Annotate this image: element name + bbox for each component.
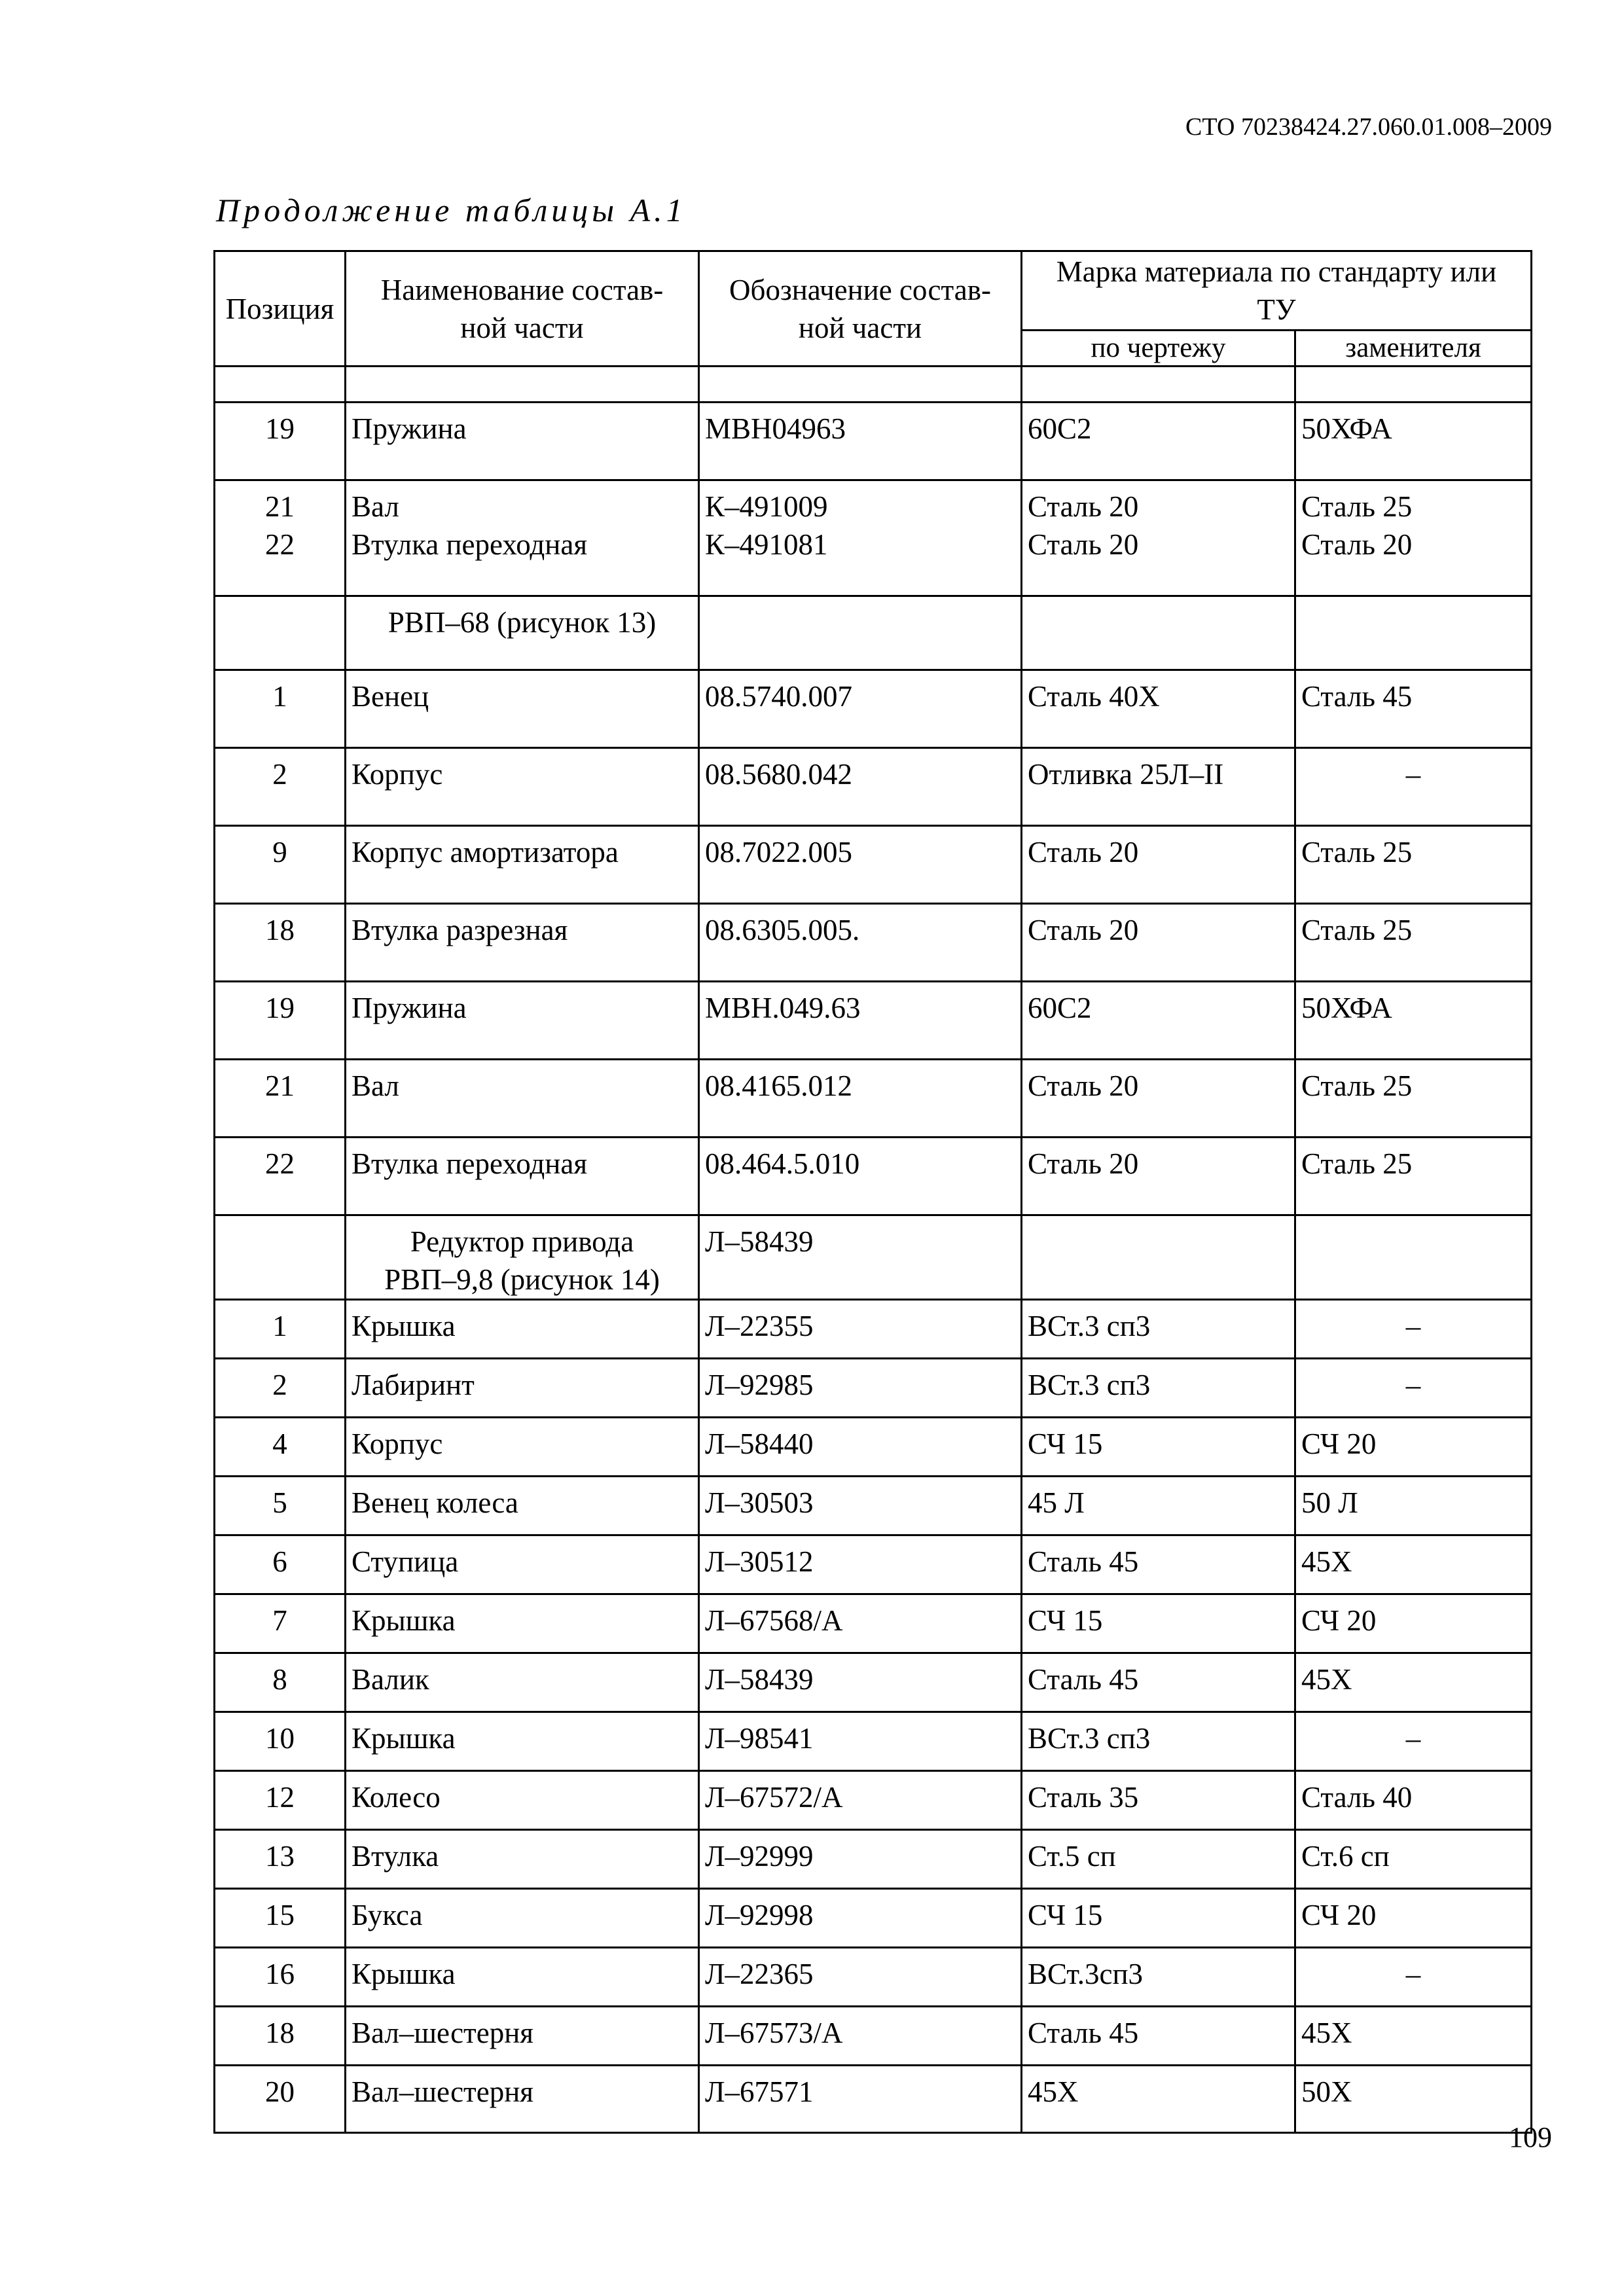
substitute-cell: СЧ 20 [1295,1418,1532,1477]
position-cell: 4 [215,1418,346,1477]
material-cell: Сталь 45 [1022,1653,1295,1712]
table-row [215,1653,1532,1712]
substitute-cell: Сталь 40 [1295,1771,1532,1830]
material-cell: СЧ 15 [1022,1889,1295,1948]
substitute-cell: Сталь 25 [1295,1060,1532,1138]
designation-cell: МВН04963 [699,403,1022,480]
table-row [215,2007,1532,2066]
name-cell: Лабиринт [346,1359,699,1418]
position-cell: 18 [215,2007,346,2066]
table-row [215,1771,1532,1830]
empty-cell [1022,367,1295,403]
material-cell: ВСт.3сп3 [1022,1948,1295,2007]
material-cell: Ст.5 сп [1022,1830,1295,1889]
section-title: Редуктор привода РВП–9,8 (рисунок 14) [346,1215,699,1300]
name-cell: Втулка переходная [346,1138,699,1215]
designation-cell [699,596,1022,670]
position-cell: 22 [215,1138,346,1215]
empty-cell [1022,596,1295,670]
substitute-cell: – [1295,1948,1532,2007]
material-cell: СЧ 15 [1022,1594,1295,1653]
empty-cell [1022,1215,1295,1300]
position-cell: 16 [215,1948,346,2007]
position-cell: 21 [215,1060,346,1138]
table-row [215,670,1532,748]
name-cell: Втулка разрезная [346,904,699,982]
substitute-cell: СЧ 20 [1295,1889,1532,1948]
header-substitute: заменителя [1295,331,1532,367]
name-cell: Крышка [346,1948,699,2007]
substitute-cell: Ст.6 сп [1295,1830,1532,1889]
designation-cell: Л–67572/А [699,1771,1022,1830]
designation-cell: Л–58439 [699,1653,1022,1712]
empty-cell [1295,596,1532,670]
substitute-cell: – [1295,1712,1532,1771]
designation-cell: Л–22365 [699,1948,1022,2007]
material-cell: Сталь 20 [1022,1060,1295,1138]
material-cell: Сталь 35 [1022,1771,1295,1830]
substitute-cell: Сталь 25 Сталь 20 [1295,480,1532,596]
empty-cell [346,367,699,403]
position-cell: 6 [215,1535,346,1594]
substitute-cell: – [1295,1359,1532,1418]
substitute-cell: СЧ 20 [1295,1594,1532,1653]
table-body [215,367,1532,2133]
substitute-cell: – [1295,1300,1532,1359]
table-row [215,480,1532,596]
table-row [215,1215,1532,1300]
position-cell: 19 [215,982,346,1060]
table-row [215,982,1532,1060]
table-row [215,1138,1532,1215]
table-row [215,826,1532,904]
designation-cell: Л–92998 [699,1889,1022,1948]
substitute-cell: 50 Л [1295,1477,1532,1535]
position-cell: 13 [215,1830,346,1889]
position-cell: 2 [215,1359,346,1418]
designation-cell: Л–22355 [699,1300,1022,1359]
material-cell: Сталь 20 Сталь 20 [1022,480,1295,596]
table-row [215,367,1532,403]
material-cell: Отливка 25Л–II [1022,748,1295,826]
position-cell: 1 [215,670,346,748]
table-caption: Продолжение таблицы А.1 [216,192,687,228]
empty-cell [215,1215,346,1300]
designation-cell: Л–67573/А [699,2007,1022,2066]
material-cell: Сталь 45 [1022,2007,1295,2066]
name-cell: Крышка [346,1712,699,1771]
substitute-cell: Сталь 25 [1295,904,1532,982]
position-cell: 12 [215,1771,346,1830]
position-cell: 21 22 [215,480,346,596]
designation-cell: 08.4165.012 [699,1060,1022,1138]
designation-cell: Л–30512 [699,1535,1022,1594]
name-cell: Колесо [346,1771,699,1830]
empty-cell [215,367,346,403]
designation-cell: К–491009 К–491081 [699,480,1022,596]
position-cell: 5 [215,1477,346,1535]
material-cell: ВСт.3 сп3 [1022,1300,1295,1359]
page-number: 109 [1509,2121,1552,2153]
designation-cell: Л–58440 [699,1418,1022,1477]
position-cell: 10 [215,1712,346,1771]
designation-cell: 08.5680.042 [699,748,1022,826]
material-cell: СЧ 15 [1022,1418,1295,1477]
position-cell: 7 [215,1594,346,1653]
position-cell: 15 [215,1889,346,1948]
name-cell: Вал–шестерня [346,2066,699,2133]
substitute-cell: 50ХФА [1295,403,1532,480]
name-cell: Ступица [346,1535,699,1594]
position-cell: 18 [215,904,346,982]
material-cell: Сталь 20 [1022,826,1295,904]
table-row [215,1418,1532,1477]
substitute-cell: 50ХФА [1295,982,1532,1060]
header-designation: Обозначение состав- ной части [699,251,1022,367]
substitute-cell: – [1295,748,1532,826]
table-row [215,1948,1532,2007]
name-cell: Крышка [346,1594,699,1653]
designation-cell: МВН.049.63 [699,982,1022,1060]
designation-cell: Л–67568/А [699,1594,1022,1653]
position-cell: 1 [215,1300,346,1359]
materials-table [213,250,1532,2134]
position-cell: 8 [215,1653,346,1712]
name-cell: Вал [346,1060,699,1138]
table-row [215,904,1532,982]
designation-cell: 08.7022.005 [699,826,1022,904]
substitute-cell: Сталь 25 [1295,826,1532,904]
designation-cell: Л–67571 [699,2066,1022,2133]
name-cell: Венец [346,670,699,748]
table-row [215,2066,1532,2133]
designation-cell: Л–92999 [699,1830,1022,1889]
empty-cell [1295,367,1532,403]
table-row [215,1535,1532,1594]
designation-cell: Л–98541 [699,1712,1022,1771]
substitute-cell: Сталь 25 [1295,1138,1532,1215]
material-cell: Сталь 45 [1022,1535,1295,1594]
material-cell: 45 Л [1022,1477,1295,1535]
name-cell: Валик [346,1653,699,1712]
name-cell: Корпус амортизатора [346,826,699,904]
designation-cell: 08.6305.005. [699,904,1022,982]
table-row [215,1477,1532,1535]
table-row [215,1300,1532,1359]
name-cell: Корпус [346,1418,699,1477]
name-cell: Втулка [346,1830,699,1889]
name-cell: Вал Втулка переходная [346,480,699,596]
substitute-cell: 45Х [1295,1653,1532,1712]
position-cell: 20 [215,2066,346,2133]
designation-cell: 08.5740.007 [699,670,1022,748]
table-row [215,1594,1532,1653]
material-cell: ВСт.3 сп3 [1022,1359,1295,1418]
document-code: СТО 70238424.27.060.01.008–2009 [1185,113,1552,141]
table-row [215,1889,1532,1948]
empty-cell [215,596,346,670]
substitute-cell: Сталь 45 [1295,670,1532,748]
table-row [215,596,1532,670]
material-cell: ВСт.3 сп3 [1022,1712,1295,1771]
name-cell: Пружина [346,982,699,1060]
header-name: Наименование состав- ной части [346,251,699,367]
table-row [215,1712,1532,1771]
table-row [215,1830,1532,1889]
material-cell: Сталь 20 [1022,1138,1295,1215]
table-row [215,403,1532,480]
position-cell: 19 [215,403,346,480]
name-cell: Вал–шестерня [346,2007,699,2066]
header-material: Марка материала по стандарту или ТУ [1022,251,1532,331]
section-title: РВП–68 (рисунок 13) [346,596,699,670]
material-cell: Сталь 20 [1022,904,1295,982]
table-row [215,1359,1532,1418]
name-cell: Корпус [346,748,699,826]
material-cell: Сталь 40Х [1022,670,1295,748]
material-cell: 45Х [1022,2066,1295,2133]
substitute-cell: 45Х [1295,2007,1532,2066]
table-row [215,748,1532,826]
empty-cell [699,367,1022,403]
position-cell: 9 [215,826,346,904]
name-cell: Букса [346,1889,699,1948]
substitute-cell: 50Х [1295,2066,1532,2133]
name-cell: Пружина [346,403,699,480]
empty-cell [1295,1215,1532,1300]
designation-cell: Л–92985 [699,1359,1022,1418]
table-row [215,1060,1532,1138]
material-cell: 60С2 [1022,982,1295,1060]
header-position: Позиция [215,251,346,367]
header-by-drawing: по чертежу [1022,331,1295,367]
position-cell: 2 [215,748,346,826]
substitute-cell: 45Х [1295,1535,1532,1594]
designation-cell: Л–30503 [699,1477,1022,1535]
designation-cell: 08.464.5.010 [699,1138,1022,1215]
name-cell: Крышка [346,1300,699,1359]
name-cell: Венец колеса [346,1477,699,1535]
designation-cell: Л–58439 [699,1215,1022,1300]
material-cell: 60С2 [1022,403,1295,480]
